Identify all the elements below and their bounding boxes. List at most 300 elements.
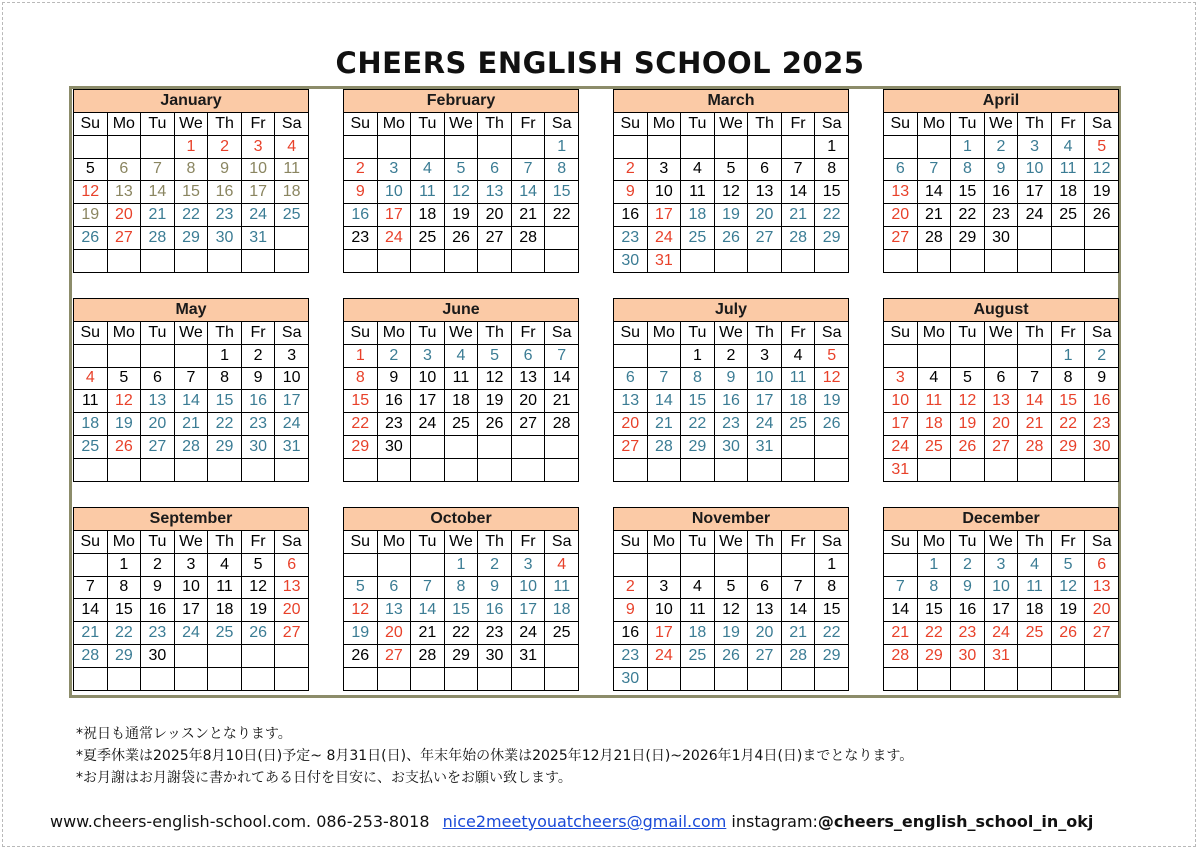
day-cell: 1 (1051, 344, 1085, 367)
day-cell: 25 (74, 435, 108, 458)
weekday-header: Mo (107, 113, 141, 136)
day-cell: 4 (208, 553, 242, 576)
day-cell: 12 (815, 367, 849, 390)
empty-cell (141, 344, 175, 367)
month-header: July (613, 298, 849, 321)
day-cell: 30 (614, 249, 648, 272)
weekday-header: Tu (141, 113, 175, 136)
day-cell: 28 (1018, 435, 1052, 458)
day-cell: 20 (748, 204, 782, 227)
day-cell: 14 (781, 599, 815, 622)
day-cell: 14 (781, 181, 815, 204)
day-cell: 9 (984, 158, 1018, 181)
day-cell: 30 (614, 667, 648, 690)
month-table (613, 321, 849, 482)
empty-cell (275, 667, 309, 690)
day-cell: 25 (917, 435, 951, 458)
weekday-header: Mo (647, 113, 681, 136)
day-cell: 2 (984, 135, 1018, 158)
day-cell: 4 (411, 158, 445, 181)
day-cell: 11 (411, 181, 445, 204)
day-cell: 21 (781, 204, 815, 227)
day-cell: 12 (107, 390, 141, 413)
day-cell: 19 (815, 390, 849, 413)
day-cell: 17 (241, 181, 275, 204)
day-cell: 17 (647, 204, 681, 227)
day-cell: 15 (344, 390, 378, 413)
weekday-header: Th (208, 322, 242, 345)
weekday-header: Mo (647, 322, 681, 345)
day-cell: 10 (647, 181, 681, 204)
day-cell: 21 (884, 622, 918, 645)
day-cell: 2 (377, 344, 411, 367)
day-cell: 21 (74, 622, 108, 645)
empty-cell (174, 249, 208, 272)
day-cell: 5 (344, 576, 378, 599)
day-cell: 21 (1018, 413, 1052, 436)
day-cell: 23 (614, 226, 648, 249)
empty-cell (815, 435, 849, 458)
empty-cell (1085, 249, 1119, 272)
day-cell: 12 (714, 181, 748, 204)
day-cell: 8 (107, 576, 141, 599)
empty-cell (545, 226, 579, 249)
day-cell: 28 (884, 644, 918, 667)
weekday-header: Mo (107, 531, 141, 554)
empty-cell (1051, 226, 1085, 249)
weekday-header: We (984, 531, 1018, 554)
weekday-header: Mo (917, 113, 951, 136)
day-cell: 7 (781, 576, 815, 599)
day-cell: 27 (1085, 622, 1119, 645)
day-cell: 9 (714, 367, 748, 390)
month-table (73, 321, 309, 482)
day-cell: 4 (681, 158, 715, 181)
month-header: May (73, 298, 309, 321)
empty-cell (411, 458, 445, 481)
day-cell: 24 (174, 622, 208, 645)
empty-cell (647, 135, 681, 158)
day-cell: 14 (545, 367, 579, 390)
day-cell: 31 (884, 458, 918, 481)
day-cell: 22 (344, 413, 378, 436)
empty-cell (141, 458, 175, 481)
day-cell: 15 (917, 599, 951, 622)
instagram-handle[interactable]: @cheers_english_school_in_okj (817, 812, 1094, 831)
day-cell: 15 (681, 390, 715, 413)
day-cell: 16 (1085, 390, 1119, 413)
empty-cell (545, 458, 579, 481)
day-cell: 18 (411, 204, 445, 227)
day-cell: 14 (884, 599, 918, 622)
day-cell: 13 (748, 599, 782, 622)
day-cell: 20 (478, 204, 512, 227)
empty-cell (411, 553, 445, 576)
day-cell: 9 (614, 181, 648, 204)
month-header: December (883, 507, 1119, 530)
day-cell: 22 (815, 204, 849, 227)
weekday-header: Su (74, 322, 108, 345)
month-table (73, 530, 309, 691)
day-cell: 19 (1085, 181, 1119, 204)
day-cell: 13 (107, 181, 141, 204)
empty-cell (241, 458, 275, 481)
empty-cell (681, 135, 715, 158)
day-cell: 6 (141, 367, 175, 390)
day-cell: 7 (74, 576, 108, 599)
empty-cell (815, 667, 849, 690)
website-phone: www.cheers-english-school.com. 086-253-8018 (50, 812, 430, 831)
weekday-header: Su (884, 322, 918, 345)
empty-cell (241, 644, 275, 667)
weekday-header: Fr (511, 531, 545, 554)
day-cell: 24 (411, 413, 445, 436)
weekday-header: Tu (951, 113, 985, 136)
day-cell: 15 (208, 390, 242, 413)
day-cell: 13 (377, 599, 411, 622)
weekday-header: Su (884, 113, 918, 136)
day-cell: 29 (174, 226, 208, 249)
day-cell: 28 (74, 644, 108, 667)
day-cell: 22 (174, 204, 208, 227)
day-cell: 10 (884, 390, 918, 413)
weekday-header: Mo (647, 531, 681, 554)
empty-cell (748, 135, 782, 158)
day-cell: 30 (141, 644, 175, 667)
weekday-header: Tu (681, 531, 715, 554)
weekday-header: We (714, 531, 748, 554)
empty-cell (511, 249, 545, 272)
empty-cell (478, 135, 512, 158)
day-cell: 16 (984, 181, 1018, 204)
weekday-header: Sa (815, 113, 849, 136)
day-cell: 16 (478, 599, 512, 622)
empty-cell (377, 553, 411, 576)
empty-cell (917, 458, 951, 481)
day-cell: 30 (377, 435, 411, 458)
weekday-header: Th (478, 322, 512, 345)
day-cell: 12 (74, 181, 108, 204)
day-cell: 25 (275, 204, 309, 227)
day-cell: 5 (815, 344, 849, 367)
day-cell: 24 (275, 413, 309, 436)
empty-cell (275, 249, 309, 272)
day-cell: 26 (815, 413, 849, 436)
day-cell: 19 (1051, 599, 1085, 622)
empty-cell (647, 344, 681, 367)
day-cell: 4 (917, 367, 951, 390)
day-cell: 14 (511, 181, 545, 204)
day-cell: 18 (681, 622, 715, 645)
empty-cell (714, 249, 748, 272)
weekday-header: Sa (815, 531, 849, 554)
day-cell: 7 (174, 367, 208, 390)
month-table (343, 321, 579, 482)
empty-cell (884, 135, 918, 158)
day-cell: 17 (411, 390, 445, 413)
empty-cell (1051, 644, 1085, 667)
day-cell: 20 (884, 204, 918, 227)
weekday-header: Sa (1085, 113, 1119, 136)
empty-cell (174, 644, 208, 667)
day-cell: 6 (107, 158, 141, 181)
day-cell: 29 (815, 644, 849, 667)
day-cell: 15 (1051, 390, 1085, 413)
empty-cell (917, 344, 951, 367)
day-cell: 11 (545, 576, 579, 599)
empty-cell (917, 249, 951, 272)
day-cell: 4 (545, 553, 579, 576)
month-may (73, 298, 309, 482)
day-cell: 16 (614, 204, 648, 227)
day-cell: 14 (141, 181, 175, 204)
day-cell: 14 (174, 390, 208, 413)
empty-cell (74, 344, 108, 367)
day-cell: 9 (478, 576, 512, 599)
day-cell: 12 (444, 181, 478, 204)
day-cell: 8 (1051, 367, 1085, 390)
weekday-header: Fr (781, 113, 815, 136)
day-cell: 27 (141, 435, 175, 458)
day-cell: 21 (174, 413, 208, 436)
day-cell: 20 (377, 622, 411, 645)
month-september (73, 507, 309, 691)
day-cell: 20 (1085, 599, 1119, 622)
empty-cell (511, 135, 545, 158)
empty-cell (444, 135, 478, 158)
weekday-header: Th (208, 531, 242, 554)
day-cell: 1 (815, 553, 849, 576)
day-cell: 9 (344, 181, 378, 204)
empty-cell (614, 135, 648, 158)
empty-cell (884, 249, 918, 272)
day-cell: 28 (647, 435, 681, 458)
weekday-header: Fr (781, 322, 815, 345)
weekday-header: Fr (1051, 322, 1085, 345)
day-cell: 12 (478, 367, 512, 390)
day-cell: 27 (614, 435, 648, 458)
empty-cell (208, 644, 242, 667)
weekday-header: Mo (917, 322, 951, 345)
day-cell: 22 (1051, 413, 1085, 436)
day-cell: 22 (815, 622, 849, 645)
day-cell: 7 (917, 158, 951, 181)
empty-cell (781, 458, 815, 481)
empty-cell (344, 667, 378, 690)
empty-cell (614, 553, 648, 576)
day-cell: 14 (74, 599, 108, 622)
empty-cell (107, 135, 141, 158)
empty-cell (141, 667, 175, 690)
empty-cell (681, 458, 715, 481)
empty-cell (781, 553, 815, 576)
day-cell: 30 (208, 226, 242, 249)
empty-cell (714, 667, 748, 690)
empty-cell (208, 249, 242, 272)
empty-cell (917, 135, 951, 158)
day-cell: 23 (478, 622, 512, 645)
weekday-header: Th (478, 113, 512, 136)
empty-cell (344, 553, 378, 576)
day-cell: 22 (107, 622, 141, 645)
empty-cell (377, 135, 411, 158)
day-cell: 28 (781, 644, 815, 667)
empty-cell (411, 667, 445, 690)
day-cell: 8 (951, 158, 985, 181)
day-cell: 5 (714, 576, 748, 599)
empty-cell (344, 249, 378, 272)
day-cell: 11 (74, 390, 108, 413)
day-cell: 31 (984, 644, 1018, 667)
weekday-header: Th (1018, 531, 1052, 554)
email-link[interactable]: nice2meetyouatcheers@gmail.com (442, 812, 727, 831)
day-cell: 4 (681, 576, 715, 599)
day-cell: 22 (681, 413, 715, 436)
day-cell: 5 (107, 367, 141, 390)
instagram-label: instagram: (731, 812, 818, 831)
empty-cell (1085, 458, 1119, 481)
empty-cell (1018, 249, 1052, 272)
empty-cell (241, 667, 275, 690)
day-cell: 19 (241, 599, 275, 622)
day-cell: 1 (208, 344, 242, 367)
day-cell: 6 (275, 553, 309, 576)
empty-cell (107, 249, 141, 272)
weekday-header: Sa (545, 322, 579, 345)
day-cell: 13 (614, 390, 648, 413)
day-cell: 18 (781, 390, 815, 413)
day-cell: 27 (984, 435, 1018, 458)
empty-cell (208, 458, 242, 481)
month-table (613, 530, 849, 691)
day-cell: 3 (511, 553, 545, 576)
empty-cell (545, 644, 579, 667)
weekday-header: Sa (1085, 531, 1119, 554)
day-cell: 6 (478, 158, 512, 181)
weekday-header: Th (748, 322, 782, 345)
empty-cell (748, 249, 782, 272)
empty-cell (714, 135, 748, 158)
day-cell: 17 (647, 622, 681, 645)
day-cell: 18 (74, 413, 108, 436)
day-cell: 18 (1018, 599, 1052, 622)
day-cell: 1 (444, 553, 478, 576)
day-cell: 24 (511, 622, 545, 645)
day-cell: 17 (174, 599, 208, 622)
month-header: June (343, 298, 579, 321)
weekday-header: We (714, 322, 748, 345)
day-cell: 16 (344, 204, 378, 227)
day-cell: 7 (511, 158, 545, 181)
day-cell: 21 (411, 622, 445, 645)
day-cell: 26 (714, 644, 748, 667)
empty-cell (884, 344, 918, 367)
day-cell: 5 (444, 158, 478, 181)
empty-cell (748, 458, 782, 481)
weekday-header: We (174, 113, 208, 136)
weekday-header: Sa (815, 322, 849, 345)
day-cell: 2 (714, 344, 748, 367)
day-cell: 10 (1018, 158, 1052, 181)
empty-cell (478, 435, 512, 458)
note-line: *夏季休業は2025年8月10日(日)予定~ 8月31日(日)、年末年始の休業は2025年12月21日(日)~2026年1月4日(日)までとなります。 (76, 748, 914, 764)
day-cell: 19 (344, 622, 378, 645)
day-cell: 4 (1018, 553, 1052, 576)
day-cell: 16 (714, 390, 748, 413)
day-cell: 24 (241, 204, 275, 227)
empty-cell (1051, 249, 1085, 272)
empty-cell (74, 458, 108, 481)
day-cell: 27 (107, 226, 141, 249)
day-cell: 10 (411, 367, 445, 390)
day-cell: 11 (917, 390, 951, 413)
day-cell: 21 (917, 204, 951, 227)
day-cell: 11 (1051, 158, 1085, 181)
day-cell: 10 (511, 576, 545, 599)
day-cell: 17 (275, 390, 309, 413)
weekday-header: Th (1018, 113, 1052, 136)
day-cell: 29 (917, 644, 951, 667)
day-cell: 23 (377, 413, 411, 436)
day-cell: 24 (1018, 204, 1052, 227)
day-cell: 3 (984, 553, 1018, 576)
month-table (883, 112, 1119, 273)
day-cell: 11 (781, 367, 815, 390)
empty-cell (344, 458, 378, 481)
day-cell: 13 (275, 576, 309, 599)
day-cell: 17 (511, 599, 545, 622)
empty-cell (614, 344, 648, 367)
day-cell: 30 (984, 226, 1018, 249)
day-cell: 1 (681, 344, 715, 367)
weekday-header: We (444, 113, 478, 136)
month-july (613, 298, 849, 482)
empty-cell (781, 249, 815, 272)
empty-cell (174, 458, 208, 481)
day-cell: 4 (444, 344, 478, 367)
day-cell: 21 (647, 413, 681, 436)
day-cell: 18 (1051, 181, 1085, 204)
empty-cell (241, 249, 275, 272)
empty-cell (444, 667, 478, 690)
day-cell: 10 (377, 181, 411, 204)
day-cell: 16 (951, 599, 985, 622)
day-cell: 10 (647, 599, 681, 622)
day-cell: 6 (748, 158, 782, 181)
month-march (613, 89, 849, 273)
day-cell: 25 (444, 413, 478, 436)
day-cell: 27 (884, 226, 918, 249)
weekday-header: Fr (511, 113, 545, 136)
day-cell: 23 (241, 413, 275, 436)
day-cell: 23 (344, 226, 378, 249)
empty-cell (1018, 226, 1052, 249)
day-cell: 16 (614, 622, 648, 645)
day-cell: 6 (748, 576, 782, 599)
month-header: February (343, 89, 579, 112)
day-cell: 8 (174, 158, 208, 181)
day-cell: 1 (344, 344, 378, 367)
day-cell: 29 (344, 435, 378, 458)
day-cell: 13 (748, 181, 782, 204)
day-cell: 16 (241, 390, 275, 413)
day-cell: 25 (681, 226, 715, 249)
empty-cell (511, 458, 545, 481)
day-cell: 3 (377, 158, 411, 181)
day-cell: 20 (107, 204, 141, 227)
day-cell: 12 (1051, 576, 1085, 599)
day-cell: 23 (141, 622, 175, 645)
